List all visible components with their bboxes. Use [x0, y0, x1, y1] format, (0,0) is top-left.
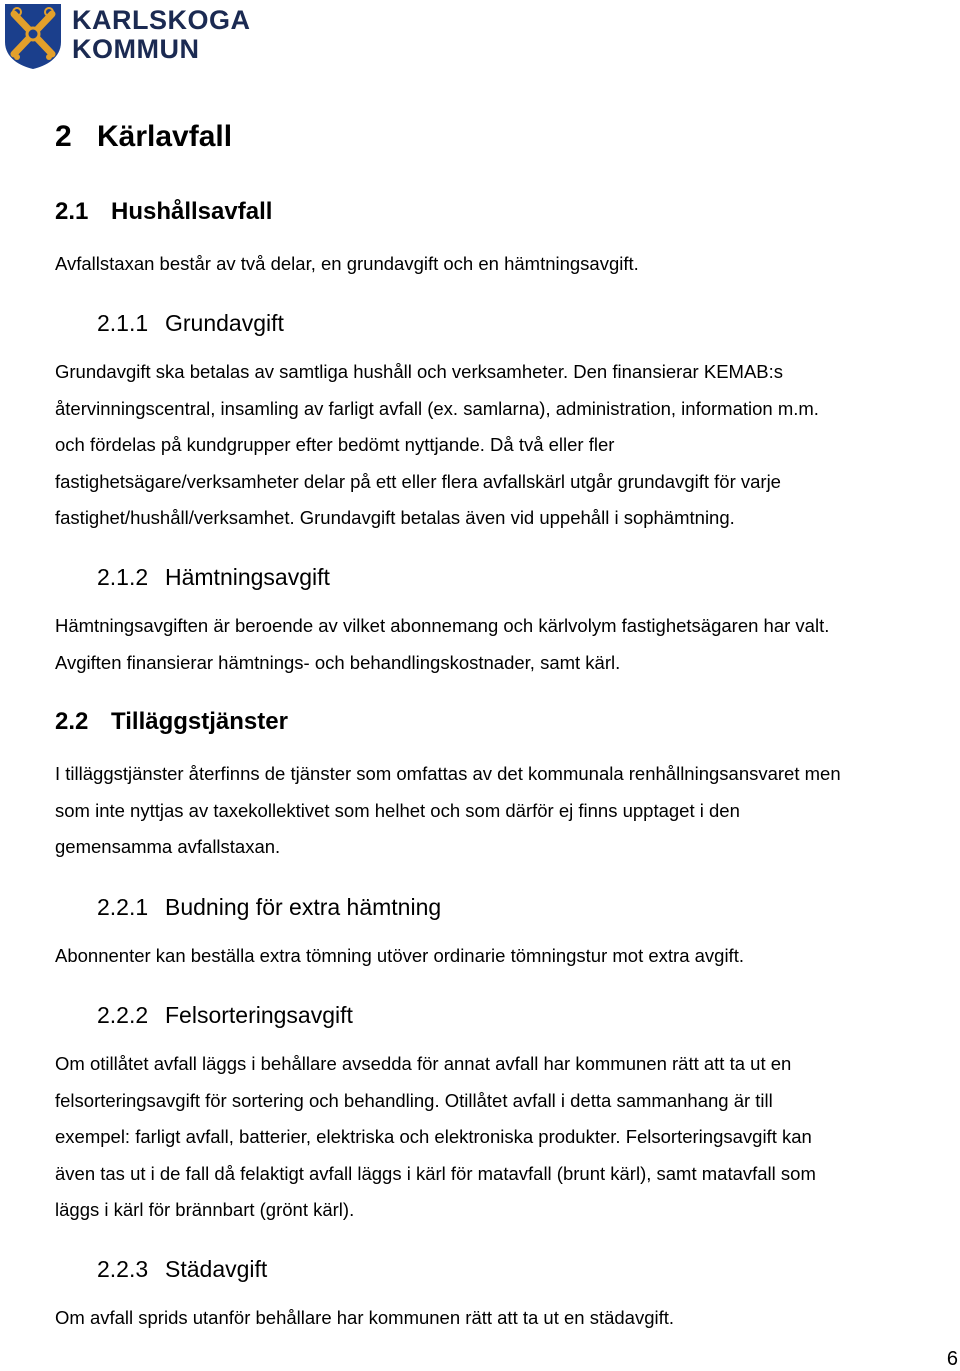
text-line: I tilläggstjänster återfinns de tjänster som omfattas av det kommunala renhållningsansvaret men	[55, 763, 841, 784]
logo-line-1: KARLSKOGA	[72, 5, 251, 35]
heading-text: Hushållsavfall	[111, 198, 273, 225]
paragraph-2-1-2	[55, 608, 955, 681]
paragraph-2-2-2	[55, 1046, 955, 1229]
text-line: gemensamma avfallstaxan.	[55, 836, 281, 858]
heading-number: 2.2.3	[97, 1256, 149, 1282]
text-line: Grundavgift ska betalas av samtliga hushåll och verksamheter. Den finansierar KEMAB:s	[55, 361, 784, 382]
heading-2-2-1	[97, 894, 441, 921]
page-number: 6	[946, 1348, 958, 1370]
text-line: Hämtningsavgiften är beroende av vilket abonnemang och kärlvolym fastighetsägaren har valt.	[55, 615, 830, 636]
text-line: exempel: farligt avfall, batterier, elektriska och elektroniska produkter. Felsorteringsavgift kan	[55, 1126, 812, 1148]
text-line: Avgiften finansierar hämtnings- och behandlingskostnader, samt kärl.	[55, 651, 621, 673]
heading-text: Grundavgift	[165, 310, 284, 336]
text-line: som inte nyttjas av taxekollektivet som helhet och som därför ej finns upptaget i den	[55, 799, 740, 821]
heading-text: Tilläggstjänster	[111, 708, 288, 735]
heading-number: 2.2.1	[97, 894, 149, 920]
heading-2	[55, 120, 232, 154]
heading-number: 2.2	[55, 708, 89, 735]
heading-text: Kärlavfall	[97, 120, 233, 153]
logo-line-2: KOMMUN	[72, 34, 200, 64]
text-line: och fördelas på kundgrupper efter bedömt nyttjande. Då två eller fler	[55, 434, 615, 456]
heading-2-1	[55, 198, 272, 226]
heading-number: 2.2.2	[97, 1002, 149, 1028]
heading-2-2-3	[97, 1256, 267, 1283]
paragraph-2-2-1: Abonnenter kan beställa extra tömning utöver ordinarie tömningstur mot extra avgift.	[55, 945, 744, 966]
karlskoga-logo	[2, 2, 251, 72]
paragraph-2-2	[55, 756, 955, 866]
text-line: fastighetsägare/verksamheter delar på ett eller flera avfallskärl utgår grundavgift för varje	[55, 470, 781, 492]
heading-text: Felsorteringsavgift	[165, 1002, 353, 1028]
paragraph-2-1: Avfallstaxan består av två delar, en grundavgift och en hämtningsavgift.	[55, 253, 639, 274]
heading-text: Städavgift	[165, 1256, 268, 1282]
heading-2-2	[55, 708, 288, 736]
text-line: även tas ut i de fall då felaktigt avfall läggs i kärl för matavfall (brunt kärl), samt matavfall som	[55, 1162, 816, 1184]
text-line: återvinningscentral, insamling av farligt avfall (ex. samlarna), administration, information m.m.	[55, 397, 819, 419]
coat-of-arms-icon	[2, 2, 64, 70]
paragraph-2-2-3: Om avfall sprids utanför behållare har kommunen rätt att ta ut en städavgift.	[55, 1307, 675, 1328]
heading-number: 2.1.1	[97, 310, 149, 336]
logo-wordmark	[72, 6, 251, 64]
text-line: Om otillåtet avfall läggs i behållare avsedda för annat avfall har kommunen rätt att ta ut en	[55, 1053, 792, 1074]
heading-number: 2.1.2	[97, 564, 149, 590]
heading-number: 2.1	[55, 198, 89, 225]
heading-2-1-1	[97, 310, 284, 337]
heading-number: 2	[55, 120, 72, 153]
heading-text: Hämtningsavgift	[165, 564, 330, 590]
text-line: fastighet/hushåll/verksamhet. Grundavgift betalas även vid uppehåll i sophämtning.	[55, 507, 735, 529]
text-line: läggs i kärl för brännbart (grönt kärl).	[55, 1199, 355, 1221]
heading-2-1-2	[97, 564, 330, 591]
heading-text: Budning för extra hämtning	[165, 894, 442, 920]
heading-2-2-2	[97, 1002, 353, 1029]
text-line: felsorteringsavgift för sortering och behandling. Otillåtet avfall i detta sammanhang är till	[55, 1089, 773, 1111]
paragraph-2-1-1	[55, 354, 955, 537]
